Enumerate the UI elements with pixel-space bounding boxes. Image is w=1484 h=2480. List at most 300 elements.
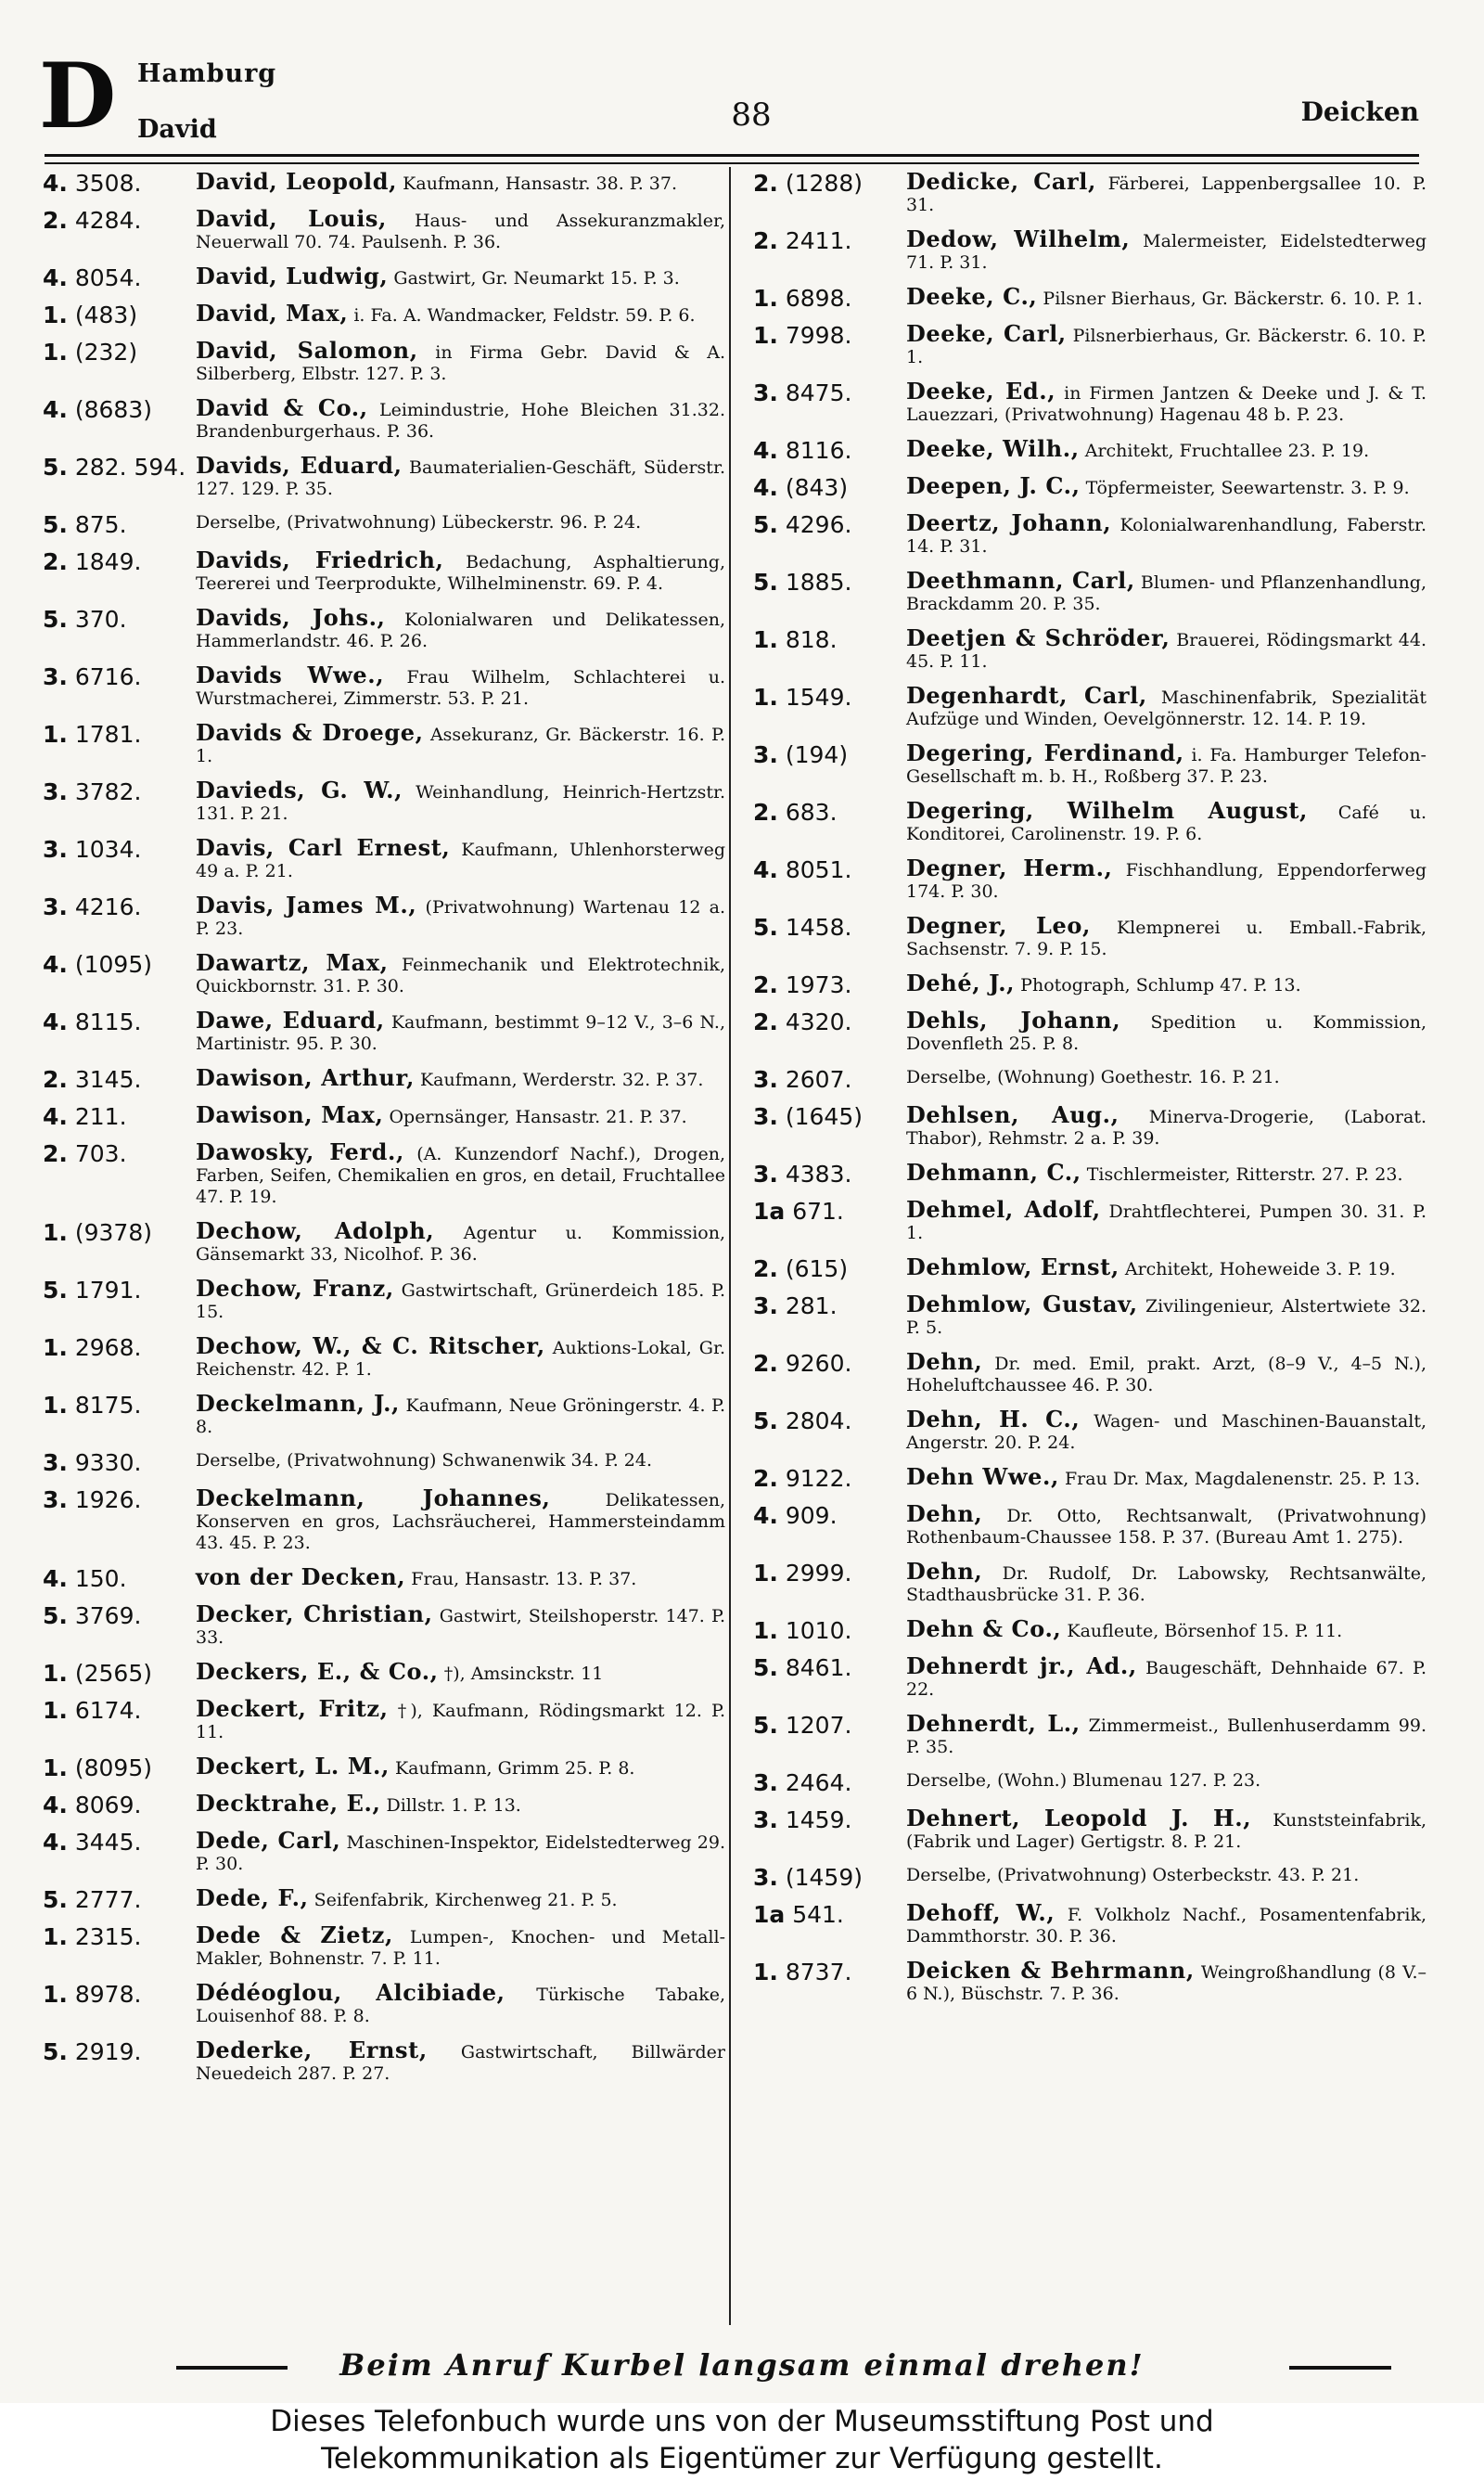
directory-entry bbox=[753, 567, 1426, 615]
exchange-code: 4. bbox=[43, 171, 68, 197]
exchange-code: 2. bbox=[753, 971, 778, 998]
exchange-code: 2. bbox=[753, 799, 778, 826]
line-number: 8051. bbox=[785, 856, 852, 883]
subscriber-details: Kaufmann, Neue Gröningerstr. 4. P. 8. bbox=[196, 1395, 725, 1437]
directory-entry bbox=[43, 1921, 725, 1970]
entry-text bbox=[906, 1408, 1426, 1454]
phone-number bbox=[753, 800, 906, 825]
entry-text bbox=[906, 1899, 1426, 1947]
phone-number bbox=[753, 1293, 906, 1318]
directory-entry bbox=[753, 225, 1426, 274]
phone-number bbox=[43, 837, 196, 862]
phone-number bbox=[43, 1793, 196, 1818]
phone-number bbox=[43, 1450, 196, 1475]
line-number: 2968. bbox=[74, 1334, 142, 1361]
subscriber-details: Derselbe, (Wohn.) Blumenau 127. P. 23. bbox=[906, 1770, 1261, 1791]
line-number: (1645) bbox=[785, 1103, 863, 1130]
entry-text bbox=[906, 1710, 1426, 1758]
directory-entry bbox=[753, 1500, 1426, 1548]
directory-entry bbox=[43, 1450, 725, 1475]
phone-number bbox=[753, 857, 906, 882]
phone-number bbox=[43, 397, 196, 422]
directory-entry bbox=[43, 834, 725, 882]
directory-entry bbox=[753, 1899, 1426, 1947]
directory-entry bbox=[43, 1979, 725, 2027]
entry-text bbox=[906, 283, 1426, 310]
subscriber-details: Gastwirt, Gr. Neumarkt 15. P. 3. bbox=[393, 268, 680, 289]
subscriber-name: Decker, Christian, bbox=[196, 1600, 433, 1627]
entry-text bbox=[196, 1563, 725, 1590]
exchange-code: 1. bbox=[753, 684, 778, 711]
subscriber-details: Wagen- und Maschinen-Bauanstalt, Angerstr. 20. P. 24. bbox=[906, 1411, 1426, 1453]
directory-entry bbox=[753, 682, 1426, 730]
phone-number bbox=[753, 380, 906, 405]
subscriber-details: Derselbe, (Wohnung) Goethestr. 16. P. 21. bbox=[906, 1067, 1280, 1087]
line-number: 683. bbox=[785, 799, 838, 826]
subscriber-details: Kolonialwaren und Delikatessen, Hammerlandstr. 46. P. 26. bbox=[196, 610, 725, 651]
subscriber-details: Frau Dr. Max, Magdalenenstr. 25. P. 13. bbox=[1064, 1469, 1421, 1489]
subscriber-name: Degenhardt, Carl, bbox=[906, 682, 1147, 709]
directory-entry bbox=[753, 472, 1426, 501]
subscriber-details: Türkische Tabake, Louisenhof 88. P. 8. bbox=[196, 1985, 725, 2026]
line-number: 7998. bbox=[785, 322, 852, 349]
subscriber-name: Dédéoglou, Alcibiade, bbox=[196, 1979, 505, 2006]
line-number: 1458. bbox=[785, 914, 852, 941]
directory-entry bbox=[753, 857, 1426, 903]
phone-number bbox=[753, 1655, 906, 1680]
entry-text bbox=[196, 1695, 725, 1743]
phone-number bbox=[43, 1104, 196, 1129]
exchange-code: 5. bbox=[753, 1407, 778, 1434]
subscriber-name: Dehlsen, Aug., bbox=[906, 1101, 1119, 1128]
subscriber-details: Pilsner Bierhaus, Gr. Bäckerstr. 6. 10. P. 1. bbox=[1043, 289, 1423, 309]
exchange-code: 5. bbox=[43, 454, 68, 481]
line-number: 8175. bbox=[74, 1392, 142, 1419]
directory-entry bbox=[43, 1884, 725, 1913]
entry-text bbox=[906, 509, 1426, 558]
directory-entry bbox=[753, 1348, 1426, 1396]
subscriber-name: Deckert, L. M., bbox=[196, 1753, 390, 1780]
directory-entry bbox=[43, 719, 725, 767]
directory-entry bbox=[43, 1563, 725, 1592]
subscriber-details: Seifenfabrik, Kirchenweg 21. P. 5. bbox=[313, 1890, 618, 1910]
directory-entry bbox=[43, 1755, 725, 1780]
exchange-code: 3. bbox=[43, 1486, 68, 1513]
subscriber-details: Kolonialwarenhandlung, Faberstr. 14. P. 31. bbox=[906, 515, 1426, 557]
left-column bbox=[43, 171, 725, 2323]
subscriber-details: Dr. Rudolf, Dr. Labowsky, Rechtsanwälte, Stadthausbrücke 31. P. 36. bbox=[906, 1563, 1426, 1605]
subscriber-details: Leimindustrie, Hohe Bleichen 31.32. Brandenburgerhaus. P. 36. bbox=[196, 400, 725, 442]
subscriber-details: Lumpen-, Knochen- und Metall-Makler, Bohnenstr. 7. P. 11. bbox=[196, 1927, 725, 1969]
subscriber-details: Kunststeinfabrik, (Fabrik und Lager) Gertigstr. 8. P. 21. bbox=[906, 1810, 1426, 1852]
line-number: 8069. bbox=[74, 1792, 142, 1818]
subscriber-details: Auktions-Lokal, Gr. Reichenstr. 42. P. 1. bbox=[196, 1338, 725, 1380]
line-number: 3445. bbox=[74, 1829, 142, 1856]
entry-text bbox=[196, 604, 725, 652]
subscriber-details: Architekt, Fruchtallee 23. P. 19. bbox=[1084, 441, 1370, 461]
subscriber-name: Dedicke, Carl, bbox=[906, 171, 1096, 195]
subscriber-details: Baugeschäft, Dehnhaide 67. P. 22. bbox=[906, 1658, 1426, 1700]
entry-text bbox=[906, 1865, 1426, 1886]
phone-number bbox=[753, 1009, 906, 1034]
directory-entry bbox=[43, 1600, 725, 1649]
exchange-code: 3. bbox=[43, 663, 68, 690]
exchange-code: 2. bbox=[753, 1009, 778, 1035]
exchange-code: 3. bbox=[753, 1864, 778, 1891]
line-number: 1849. bbox=[74, 548, 142, 575]
line-number: (1459) bbox=[785, 1864, 863, 1891]
phone-number bbox=[43, 1487, 196, 1512]
exchange-code: 2. bbox=[43, 548, 68, 575]
entry-text bbox=[196, 1138, 725, 1208]
slogan-rule bbox=[1289, 2366, 1391, 2370]
phone-number bbox=[753, 1770, 906, 1795]
exchange-code: 1. bbox=[753, 322, 778, 349]
directory-entry bbox=[753, 1009, 1426, 1055]
directory-entry bbox=[43, 337, 725, 385]
subscriber-name: Deepen, J. C., bbox=[906, 472, 1081, 499]
entry-text bbox=[906, 225, 1426, 274]
exchange-code: 1. bbox=[43, 302, 68, 328]
line-number: 4383. bbox=[785, 1161, 852, 1188]
exchange-code: 4. bbox=[753, 1502, 778, 1529]
subscriber-details: Pilsnerbierhaus, Gr. Bäckerstr. 6. 10. P. 1. bbox=[906, 326, 1426, 367]
subscriber-details: Kaufleute, Börsenhof 15. P. 11. bbox=[1067, 1621, 1343, 1641]
line-number: (232) bbox=[74, 339, 138, 366]
directory-entry bbox=[43, 1827, 725, 1875]
subscriber-name: Dedow, Wilhelm, bbox=[906, 225, 1131, 252]
exchange-code: 4. bbox=[753, 437, 778, 464]
phone-number bbox=[43, 779, 196, 804]
phone-number bbox=[43, 1278, 196, 1303]
line-number: 1549. bbox=[785, 684, 852, 711]
entry-text bbox=[196, 1450, 725, 1471]
phone-number bbox=[43, 340, 196, 365]
entry-text bbox=[196, 1921, 725, 1970]
line-number: 1926. bbox=[74, 1486, 142, 1513]
subscriber-details: F. Volkholz Nachf., Posamentenfabrik, Dammthorstr. 30. P. 36. bbox=[906, 1905, 1426, 1947]
subscriber-details: i. Fa. Hamburger Telefon-Gesellschaft m. b. H., Roßberg 37. P. 23. bbox=[906, 745, 1426, 787]
phone-number bbox=[43, 607, 196, 632]
line-number: 541. bbox=[792, 1901, 844, 1928]
phone-number bbox=[43, 1566, 196, 1591]
subscriber-name: David, Leopold, bbox=[196, 171, 398, 195]
subscriber-details: Photograph, Schlump 47. P. 13. bbox=[1020, 975, 1301, 996]
subscriber-name: Dechow, Adolph, bbox=[196, 1217, 435, 1244]
directory-entry bbox=[43, 171, 725, 196]
entry-text bbox=[196, 512, 725, 533]
entry-text bbox=[196, 1658, 725, 1685]
phone-number bbox=[43, 208, 196, 233]
line-number: 2607. bbox=[785, 1066, 852, 1093]
exchange-code: 2. bbox=[753, 1255, 778, 1282]
line-number: 370. bbox=[74, 606, 127, 633]
phone-number bbox=[753, 1503, 906, 1528]
entry-text bbox=[196, 1790, 725, 1817]
phone-number bbox=[43, 549, 196, 574]
directory-entry bbox=[43, 1658, 725, 1687]
entry-text bbox=[196, 719, 725, 767]
line-number: 9122. bbox=[785, 1465, 852, 1492]
subscriber-details: Dr. med. Emil, prakt. Arzt, (8–9 V., 4–5 N.), Hoheluftchaussee 46. P. 30. bbox=[906, 1354, 1426, 1395]
subscriber-details: Minerva-Drogerie, (Laborat. Thabor), Rehmstr. 2 a. P. 39. bbox=[906, 1107, 1426, 1149]
directory-entry bbox=[43, 546, 725, 595]
phone-number bbox=[43, 1141, 196, 1166]
phone-number bbox=[753, 1067, 906, 1092]
exchange-code: 1. bbox=[753, 1617, 778, 1644]
phone-number bbox=[753, 512, 906, 537]
line-number: 2999. bbox=[785, 1560, 852, 1587]
subscriber-name: David, Max, bbox=[196, 300, 349, 327]
directory-entry bbox=[43, 452, 725, 500]
subscriber-name: David & Co., bbox=[196, 394, 368, 421]
subscriber-name: Dechow, W., & C. Ritscher, bbox=[196, 1332, 545, 1359]
exchange-code: 5. bbox=[43, 1602, 68, 1629]
entry-text bbox=[196, 1275, 725, 1323]
exchange-code: 5. bbox=[43, 2038, 68, 2065]
line-number: 3508. bbox=[74, 171, 142, 197]
directory-entry bbox=[753, 1807, 1426, 1853]
right-column bbox=[753, 171, 1426, 2323]
line-number: 282. 594. bbox=[74, 454, 186, 481]
subscriber-details: Zivilingenieur, Alstertwiete 32. P. 5. bbox=[906, 1296, 1426, 1338]
subscriber-name: Dechow, Franz, bbox=[196, 1275, 394, 1302]
exchange-code: 1. bbox=[753, 1959, 778, 1985]
line-number: 1973. bbox=[785, 971, 852, 998]
directory-entry bbox=[753, 972, 1426, 997]
subscriber-name: Dehmel, Adolf, bbox=[906, 1196, 1101, 1223]
line-number: (843) bbox=[785, 474, 849, 501]
exchange-code: 5. bbox=[753, 511, 778, 538]
exchange-code: 1. bbox=[43, 1981, 68, 2008]
phone-number bbox=[43, 1009, 196, 1034]
subscriber-name: Deeke, Ed., bbox=[906, 378, 1056, 405]
entry-text bbox=[196, 205, 725, 253]
entry-text bbox=[906, 1957, 1426, 2005]
phone-number bbox=[753, 1807, 906, 1832]
entry-text bbox=[196, 1009, 725, 1055]
exchange-code: 4. bbox=[43, 396, 68, 423]
entry-text bbox=[196, 171, 725, 195]
credit-line: Dieses Telefonbuch wurde uns von der Museumsstiftung Post und bbox=[270, 2405, 1214, 2438]
directory-entry bbox=[43, 1009, 725, 1055]
subscriber-details: Café u. Konditorei, Carolinenstr. 19. P. 6. bbox=[906, 803, 1426, 844]
entry-text bbox=[196, 1755, 725, 1780]
entry-text bbox=[196, 2039, 725, 2085]
subscriber-name: Dehn, bbox=[906, 1348, 983, 1375]
phone-number bbox=[43, 1698, 196, 1723]
exchange-code: 1. bbox=[43, 1219, 68, 1246]
subscriber-details: Tischlermeister, Ritterstr. 27. P. 23. bbox=[1086, 1164, 1403, 1185]
directory-entry bbox=[753, 1101, 1426, 1150]
directory-entry bbox=[43, 1064, 725, 1093]
subscriber-details: Assekuranz, Gr. Bäckerstr. 16. P. 1. bbox=[196, 725, 725, 766]
directory-entry bbox=[43, 1484, 725, 1554]
phone-number bbox=[753, 1351, 906, 1376]
phone-number bbox=[753, 475, 906, 500]
directory-entry bbox=[753, 1558, 1426, 1606]
subscriber-details: Weinhandlung, Heinrich-Hertzstr. 131. P. 21. bbox=[196, 782, 725, 824]
exchange-code: 3. bbox=[43, 893, 68, 920]
subscriber-details: Kaufmann, Hansastr. 38. P. 37. bbox=[403, 173, 678, 194]
entry-text bbox=[906, 435, 1426, 462]
line-number: 8115. bbox=[74, 1009, 142, 1035]
exchange-code: 4. bbox=[43, 1829, 68, 1856]
subscriber-name: Dehls, Johann, bbox=[906, 1007, 1121, 1034]
entry-text bbox=[196, 302, 725, 327]
entry-text bbox=[906, 797, 1426, 845]
subscriber-name: Dawartz, Max, bbox=[196, 949, 389, 976]
subscriber-name: Dehoff, W., bbox=[906, 1899, 1055, 1926]
entry-text bbox=[196, 949, 725, 997]
exchange-code: 1. bbox=[43, 1754, 68, 1781]
exchange-code: 1. bbox=[43, 339, 68, 366]
phone-number bbox=[43, 455, 196, 480]
directory-entry bbox=[43, 604, 725, 652]
subscriber-details: Spedition u. Kommission, Dovenfleth 25. P. 8. bbox=[906, 1012, 1426, 1054]
exchange-code: 3. bbox=[753, 1066, 778, 1093]
subscriber-details: Drahtflechterei, Pumpen 30. 31. P. 1. bbox=[906, 1201, 1426, 1243]
exchange-code: 3. bbox=[753, 1161, 778, 1188]
entry-text bbox=[906, 171, 1426, 216]
phone-number bbox=[43, 894, 196, 919]
exchange-code: 1. bbox=[753, 626, 778, 653]
directory-entry bbox=[753, 171, 1426, 216]
line-number: 1034. bbox=[74, 836, 142, 863]
line-number: 6716. bbox=[74, 663, 142, 690]
phone-number bbox=[43, 664, 196, 689]
subscriber-details: i. Fa. A. Wandmacker, Feldstr. 59. P. 6. bbox=[353, 305, 696, 326]
line-number: 909. bbox=[785, 1502, 838, 1529]
exchange-code: 4. bbox=[43, 1103, 68, 1130]
subscriber-name: Dawosky, Ferd., bbox=[196, 1138, 404, 1165]
subscriber-name: Davids Wwe., bbox=[196, 662, 385, 688]
subscriber-details: Feinmechanik und Elektrotechnik, Quickbornstr. 31. P. 30. bbox=[196, 955, 725, 996]
exchange-code: 1. bbox=[753, 1560, 778, 1587]
phone-number bbox=[753, 228, 906, 253]
subscriber-name: Davids, Eduard, bbox=[196, 452, 403, 479]
subscriber-name: Degering, Wilhelm August, bbox=[906, 797, 1308, 824]
subscriber-name: Degner, Herm., bbox=[906, 855, 1113, 881]
header-rule bbox=[45, 154, 1419, 157]
line-number: 211. bbox=[74, 1103, 127, 1130]
subscriber-name: Decktrahe, E., bbox=[196, 1790, 381, 1817]
subscriber-name: Deckelmann, Johannes, bbox=[196, 1484, 551, 1511]
subscriber-details: Kaufmann, bestimmt 9–12 V., 3–6 N., Martinistr. 95. P. 30. bbox=[196, 1012, 725, 1054]
subscriber-details: Agentur u. Kommission, Gänsemarkt 33, Nicolhof. P. 36. bbox=[196, 1223, 725, 1265]
line-number: 4284. bbox=[74, 207, 142, 234]
line-number: 1207. bbox=[785, 1712, 852, 1739]
directory-entry bbox=[753, 435, 1426, 464]
line-number: 8978. bbox=[74, 1981, 142, 2008]
line-number: 671. bbox=[792, 1198, 844, 1225]
phone-number bbox=[753, 1902, 906, 1927]
subscriber-details: Haus- und Assekuranzmakler, Neuerwall 70. 74. Paulsenh. P. 36. bbox=[196, 211, 725, 252]
entry-text bbox=[906, 1009, 1426, 1055]
subscriber-name: Degering, Ferdinand, bbox=[906, 739, 1184, 766]
exchange-code: 2. bbox=[753, 171, 778, 197]
exchange-code: 5. bbox=[753, 1712, 778, 1739]
subscriber-details: in Firmen Jantzen & Deeke und J. & T. Lauezzari, (Privatwohnung) Hagenau 48 b. P. 23. bbox=[906, 383, 1426, 425]
subscriber-name: Dehnerdt, L., bbox=[906, 1710, 1081, 1737]
exchange-code: 1. bbox=[43, 1923, 68, 1950]
subscriber-name: David, Ludwig, bbox=[196, 263, 389, 289]
subscriber-name: Deeke, Carl, bbox=[906, 320, 1067, 347]
subscriber-name: Dawison, Max, bbox=[196, 1101, 384, 1128]
directory-entry bbox=[753, 1253, 1426, 1282]
directory-entry bbox=[43, 1790, 725, 1818]
directory-entry bbox=[753, 1865, 1426, 1890]
phone-number bbox=[43, 1335, 196, 1360]
exchange-code: 1. bbox=[43, 1334, 68, 1361]
directory-entry bbox=[43, 1390, 725, 1438]
exchange-code: 4. bbox=[43, 1009, 68, 1035]
entry-text bbox=[906, 1348, 1426, 1396]
directory-entry bbox=[43, 302, 725, 328]
entry-text bbox=[196, 779, 725, 825]
subscriber-details: Malermeister, Eidelstedterweg 71. P. 31. bbox=[906, 231, 1426, 273]
line-number: (9378) bbox=[74, 1219, 152, 1246]
directory-entry bbox=[753, 1293, 1426, 1339]
credit-banner bbox=[0, 2403, 1484, 2480]
directory-entry bbox=[43, 205, 725, 253]
directory-entry bbox=[43, 779, 725, 825]
subscriber-details: Brauerei, Rödingsmarkt 44. 45. P. 11. bbox=[906, 630, 1426, 672]
entry-text bbox=[906, 380, 1426, 426]
line-number: (194) bbox=[785, 741, 849, 768]
line-number: 8461. bbox=[785, 1654, 852, 1681]
exchange-code: 5. bbox=[43, 511, 68, 538]
phone-number bbox=[43, 722, 196, 747]
subscriber-details: †), Amsinckstr. 11 bbox=[443, 1664, 604, 1684]
phone-number bbox=[43, 2039, 196, 2064]
directory-entry bbox=[43, 1332, 725, 1381]
subscriber-name: Dehn & Co., bbox=[906, 1615, 1062, 1642]
subscriber-details: Gastwirt, Steilshoperstr. 147. P. 33. bbox=[196, 1606, 725, 1648]
subscriber-details: Maschinenfabrik, Spezialität Aufzüge und Winden, Oevelgönnerstr. 12. 14. P. 19. bbox=[906, 687, 1426, 729]
subscriber-details: Dr. Otto, Rechtsanwalt, (Privatwohnung) Rothenbaum-Chaussee 158. P. 37. (Bureau Amt 1. 275). bbox=[906, 1506, 1426, 1548]
exchange-code: 3. bbox=[753, 741, 778, 768]
directory-entry bbox=[753, 283, 1426, 312]
entry-text bbox=[196, 1217, 725, 1266]
subscriber-name: Dede & Zietz, bbox=[196, 1921, 393, 1948]
phone-number bbox=[753, 915, 906, 940]
line-number: 1885. bbox=[785, 569, 852, 596]
subscriber-details: Kaufmann, Uhlenhorsterweg 49 a. P. 21. bbox=[196, 840, 725, 881]
line-number: 281. bbox=[785, 1292, 838, 1319]
city-title: Hamburg bbox=[137, 59, 277, 88]
exchange-code: 2. bbox=[43, 207, 68, 234]
directory-entry bbox=[43, 949, 725, 997]
subscriber-name: Davis, Carl Ernest, bbox=[196, 834, 451, 861]
subscriber-name: Dede, Carl, bbox=[196, 1827, 341, 1854]
subscriber-name: Dehn, bbox=[906, 1500, 983, 1527]
phone-number bbox=[43, 171, 196, 196]
directory-entry bbox=[43, 1217, 725, 1266]
subscriber-name: Davids, Friedrich, bbox=[196, 546, 444, 573]
entry-text bbox=[906, 472, 1426, 499]
entry-text bbox=[906, 682, 1426, 730]
subscriber-details: Derselbe, (Privatwohnung) Schwanenwik 34. P. 24. bbox=[196, 1450, 653, 1471]
line-number: (1288) bbox=[785, 171, 863, 197]
entry-text bbox=[196, 1332, 725, 1381]
subscriber-name: Deckert, Fritz, bbox=[196, 1695, 389, 1722]
line-number: 4320. bbox=[785, 1009, 852, 1035]
line-number: 9330. bbox=[74, 1449, 142, 1476]
phone-number bbox=[753, 627, 906, 652]
exchange-code: 4. bbox=[43, 1565, 68, 1592]
entry-text bbox=[196, 394, 725, 443]
